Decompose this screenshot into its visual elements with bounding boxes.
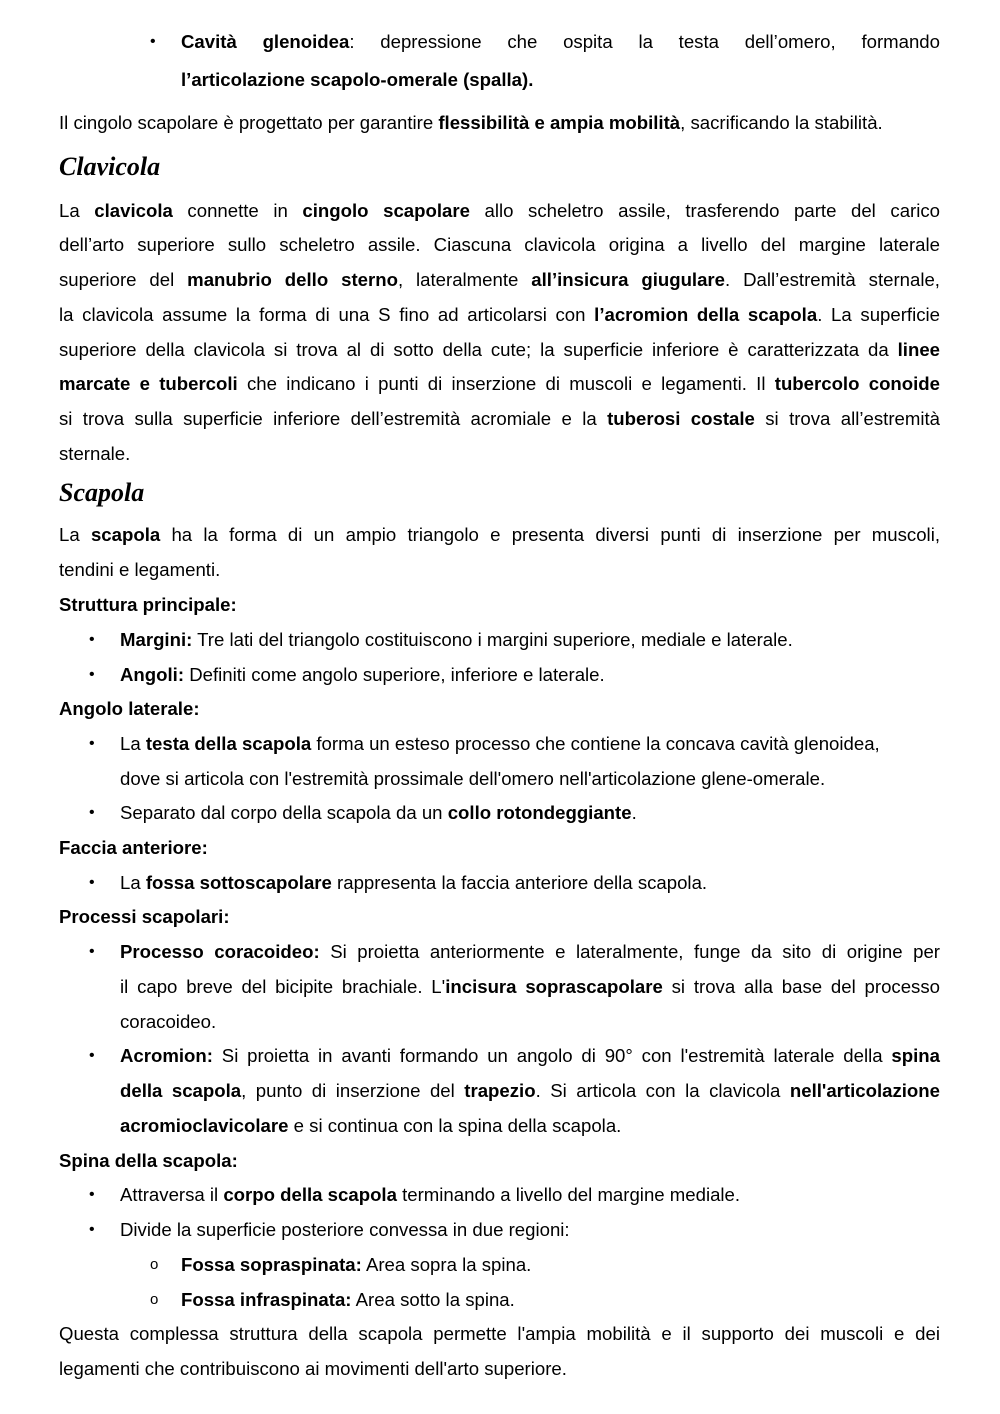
bullet-angolo-2 xyxy=(120,801,637,825)
text-run: Area sopra la spina. xyxy=(361,1254,532,1275)
bullet-marker: • xyxy=(89,1047,95,1064)
text-run: allo scheletro assile, trasferendo parte del carico xyxy=(469,200,940,221)
text-run: superiore della clavicola si trova al di sotto della cute; la superficie inferiore è caratterizzata da xyxy=(59,339,898,360)
bullet-acromion-line-1 xyxy=(120,1044,940,1068)
bold-run: incisura soprascapolare xyxy=(445,976,663,997)
label-struttura: Struttura principale: xyxy=(59,594,237,615)
label-faccia-anteriore: Faccia anteriore: xyxy=(59,837,208,858)
bold-run: linee xyxy=(897,339,940,360)
scapola-intro-line-1 xyxy=(59,523,940,547)
text-run: la clavicola assume la forma di una S fino ad articolarsi con xyxy=(59,304,595,325)
bold-run: scapola xyxy=(90,524,161,545)
text-run: , punto di inserzione del xyxy=(241,1080,465,1101)
text-run: La xyxy=(120,872,146,893)
text-run: e si continua con la spina della scapola. xyxy=(288,1115,622,1136)
bullet-angoli xyxy=(120,663,605,687)
label-angolo-laterale: Angolo laterale: xyxy=(59,698,200,719)
clavicola-line-8: sternale. xyxy=(59,443,131,464)
text-run: Tre lati del triangolo costituiscono i margini superiore, mediale e laterale. xyxy=(192,629,793,650)
bold-run: tubercolo conoide xyxy=(774,373,941,394)
bold-run: testa della scapola xyxy=(145,733,312,754)
text-run: Si proietta in avanti formando un angolo di 90° con l'estremità laterale della xyxy=(212,1045,892,1066)
label-spina: Spina della scapola: xyxy=(59,1150,238,1171)
bullet-marker: • xyxy=(89,1221,95,1238)
text-run: Separato dal corpo della scapola da un xyxy=(120,802,448,823)
bullet-angolo-1 xyxy=(120,732,880,756)
bold-run: fossa sottoscapolare xyxy=(145,872,332,893)
text-run: terminando a livello del margine mediale. xyxy=(396,1184,741,1205)
text-run: che indicano i punti di inserzione di muscoli e legamenti. Il xyxy=(237,373,775,394)
bullet-marker: • xyxy=(89,735,95,752)
bullet-acromion-line-2 xyxy=(120,1079,940,1103)
bullet-marker: • xyxy=(89,1186,95,1203)
text-run: si trova alla base del processo xyxy=(662,976,940,997)
bold-run: all’insicura giugulare xyxy=(531,269,726,290)
text-run: La xyxy=(59,524,91,545)
section-heading-clavicola: Clavicola xyxy=(59,152,161,181)
term-cavita: Cavità glenoidea xyxy=(181,31,350,52)
bullet-marker: • xyxy=(89,943,95,960)
text-run: . Si articola con la clavicola xyxy=(535,1080,790,1101)
bold-run: l’acromion della scapola xyxy=(594,304,818,325)
text-run: . Dall’estremità sternale, xyxy=(725,269,940,290)
scapola-intro-line-2: tendini e legamenti. xyxy=(59,559,221,580)
text-run: Si proietta anteriormente e lateralmente, funge da sito di origine per xyxy=(319,941,940,962)
bold-run: manubrio dello sterno xyxy=(187,269,398,290)
label-processi: Processi scapolari: xyxy=(59,906,230,927)
text-run: , sacrificando la stabilità. xyxy=(680,112,883,133)
bullet-coracoideo-line-2 xyxy=(120,975,940,999)
bullet-marker: • xyxy=(150,33,156,50)
bullet-coracoideo-line-1 xyxy=(120,940,940,964)
text-run: . La superficie xyxy=(817,304,940,325)
sub-bullet-infraspinata xyxy=(181,1288,515,1312)
text-run: . xyxy=(631,802,637,823)
text-run: connette in xyxy=(172,200,303,221)
bold-run: Angoli: xyxy=(120,664,185,685)
bold-run: collo rotondeggiante xyxy=(447,802,632,823)
bold-run: cingolo scapolare xyxy=(302,200,470,221)
bold-run: Processo coracoideo: xyxy=(120,941,320,962)
bold-run: tuberosi costale xyxy=(607,408,755,429)
bold-run: acromioclavicolare xyxy=(120,1115,289,1136)
text-run: forma un esteso processo che contiene la concava cavità glenoidea, xyxy=(311,733,880,754)
bullet-faccia-1 xyxy=(120,871,707,895)
text-run: superiore del xyxy=(59,269,188,290)
sub-bullet-marker: o xyxy=(150,1291,159,1308)
bullet-coracoideo-line-3: coracoideo. xyxy=(120,1011,217,1032)
bullet-acromion-line-3 xyxy=(120,1114,621,1138)
text-run: La xyxy=(120,733,146,754)
intro-bullet-text: : depressione che ospita la testa dell’omero, formando xyxy=(349,31,940,52)
text-run: Area sotto la spina. xyxy=(351,1289,515,1310)
bullet-angolo-1-cont: dove si articola con l'estremità prossimale dell'omero nell'articolazione glene-omerale. xyxy=(120,768,826,789)
text-run: La xyxy=(59,200,95,221)
sub-bullet-sopraspinata xyxy=(181,1253,531,1277)
bold-run: della scapola xyxy=(120,1080,242,1101)
clavicola-line-1 xyxy=(59,199,940,223)
clavicola-line-6 xyxy=(59,372,940,396)
bold-run: Margini: xyxy=(120,629,193,650)
intro-paragraph xyxy=(59,111,883,135)
sub-bullet-marker: o xyxy=(150,1256,159,1273)
text-run: rappresenta la faccia anteriore della scapola. xyxy=(331,872,708,893)
bullet-marker: • xyxy=(89,804,95,821)
bold-run: Acromion: xyxy=(120,1045,213,1066)
text-run: Definiti come angolo superiore, inferiore e laterale. xyxy=(184,664,605,685)
bullet-marker: • xyxy=(89,631,95,648)
bold-run: Fossa sopraspinata: xyxy=(181,1254,362,1275)
bold-run: flessibilità e ampia mobilità xyxy=(438,112,681,133)
bullet-marker: • xyxy=(89,874,95,891)
clavicola-line-5 xyxy=(59,338,940,362)
closing-line-2: legamenti che contribuiscono ai movimenti dell'arto superiore. xyxy=(59,1358,567,1379)
clavicola-line-3 xyxy=(59,268,940,292)
text-run: dell’arto superiore sullo scheletro assile. Ciascuna clavicola origina a livello del margine laterale xyxy=(59,234,940,255)
text-run: si trova sulla superficie inferiore dell’estremità acromiale e la xyxy=(59,408,608,429)
bold-run: clavicola xyxy=(94,200,173,221)
bullet-spina-2: Divide la superficie posteriore convessa in due regioni: xyxy=(120,1219,570,1240)
bold-run: marcate e tubercoli xyxy=(59,373,238,394)
text-run: ha la forma di un ampio triangolo e presenta diversi punti di inserzione per muscoli, xyxy=(160,524,940,545)
text-run: Il cingolo scapolare è progettato per garantire xyxy=(59,112,439,133)
bold-run: Fossa infraspinata: xyxy=(181,1289,352,1310)
text-run: il capo breve del bicipite brachiale. L' xyxy=(120,976,446,997)
text-run: , lateralmente xyxy=(397,269,532,290)
bold-run: nell'articolazione xyxy=(789,1080,940,1101)
clavicola-line-7 xyxy=(59,407,940,431)
intro-bullet-line xyxy=(181,30,940,54)
bullet-margini xyxy=(120,628,793,652)
bold-run: trapezio xyxy=(464,1080,536,1101)
bullet-marker: • xyxy=(89,666,95,683)
closing-line-1: Questa complessa struttura della scapola permette l'ampia mobilità e il supporto dei muscoli e dei xyxy=(59,1323,940,1344)
bold-run: corpo della scapola xyxy=(223,1184,397,1205)
clavicola-line-4 xyxy=(59,303,940,327)
clavicola-line-2 xyxy=(59,233,940,257)
text-run: si trova all’estremità xyxy=(754,408,940,429)
intro-bullet-cont: l’articolazione scapolo-omerale (spalla). xyxy=(181,69,534,90)
text-run: Attraversa il xyxy=(120,1184,224,1205)
bold-run: spina xyxy=(891,1045,940,1066)
bullet-spina-1 xyxy=(120,1183,740,1207)
section-heading-scapola: Scapola xyxy=(59,478,145,507)
